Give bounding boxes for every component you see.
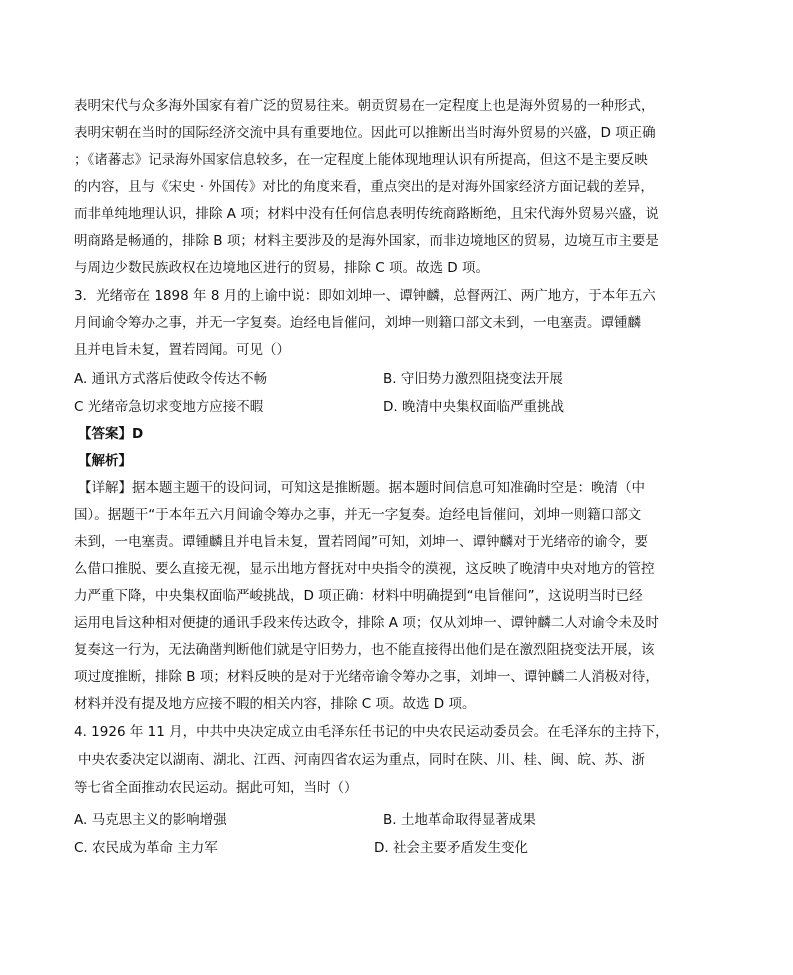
question-4-stem-line: 4. 1926 年 11 月，中共中央决定成立由毛泽东任书记的中央农民运动委员会。在毛泽东的主持下， [74,724,669,740]
continuation-line: 明商路是畅通的，排除 B 项；材料主要涉及的是海外国家，而非边境地区的贸易，边境互市主要是 [74,233,659,249]
question-3-stem-line: 月间谕令筹办之事，并无一字复奏。迨经电旨催问，刘坤一则籍口部文未到，一电塞责。谭锺麟 [74,315,641,331]
question-4-option-d: D. 社会主要矛盾发生变化 [374,840,528,856]
question-3-detail-line: 项过度推断，排除 B 项；材料反映的是对于光绪帝谕令筹办之事，刘坤一、谭钟麟二人消极对待， [74,669,659,685]
question-3-detail-line: 运用电旨这种相对便捷的通讯手段来传达政令，排除 A 项；仅从刘坤一、谭钟麟二人对谕令未及时 [74,615,659,631]
question-4-stem-line: 等七省全面推动农民运动。据此可知，当时（） [74,780,358,796]
question-3-analysis-heading: 【解析】 [78,453,132,469]
question-3-option-b: B. 守旧势力激烈阻挠变法开展 [383,371,563,387]
continuation-line: 与周边少数民族政权在边境地区进行的贸易，排除 C 项。故选 D 项。 [74,260,489,276]
question-3-detail-line: 复奏这一行为，无法确凿判断他们就是守旧势力，也不能直接得出他们是在激烈阻挠变法开展，该 [74,642,655,658]
question-3-stem-line: 3．光绪帝在 1898 年 8 月的上谕中说：即如刘坤一、谭钟麟，总督两江、两广地方，于本年五六 [74,288,656,304]
question-3-stem-line: 且并电旨未复，置若罔闻。可见（） [74,342,290,358]
continuation-line: ；《诸蕃志》记录海外国家信息较多，在一定程度上能体现地理认识有所提高，但这不是主要反映 [74,152,648,168]
question-4-option-a: A. 马克思主义的影响增强 [74,812,227,828]
continuation-line: 的内容，且与《宋史 · 外国传》对比的角度来看，重点突出的是对海外国家经济方面记载的差异， [74,179,654,195]
question-3-option-c: C 光绪帝急切求变地方应接不暇 [74,399,264,415]
continuation-line: 表明宋代与众多海外国家有着广泛的贸易往来。朝贡贸易在一定程度上也是海外贸易的一种形式， [74,98,655,114]
continuation-line: 而非单纯地理认识，排除 A 项；材料中没有任何信息表明传统商路断绝，且宋代海外贸易兴盛，说 [74,206,659,222]
question-4-stem-line: 中央农委决定以湖南、湖北、江西、河南四省农运为重点，同时在陕、川、桂、闽、皖、苏、浙 [78,752,645,768]
question-3-detail-line: 【详解】据本题主题干的设问词，可知这是推断题。据本题时间信息可知准确时空是：晚清（中 [78,480,645,496]
question-3-detail-line: 材料并没有提及地方应接不暇的相关内容，排除 C 项。故选 D 项。 [74,696,476,712]
question-3-detail-line: 么借口推脱、要么直接无视，显示出地方督抚对中央指令的漠视，这反映了晚清中央对地方的管控 [74,561,655,577]
question-3-answer: 【答案】D [78,426,144,442]
question-3-detail-line: 国）。据题干“于本年五六月间谕令筹办之事，并无一字复奏。迨经电旨催问，刘坤一则籍口部文 [74,507,642,523]
question-3-option-a: A. 通讯方式落后使政令传达不畅 [74,371,268,387]
question-3-option-d: D. 晚清中央集权面临严重挑战 [383,399,564,415]
question-3-detail-line: 未到，一电塞责。谭锺麟且并电旨未复，置若罔闻”可知，刘坤一、谭钟麟对于光绪帝的谕令，要 [74,534,648,550]
question-4-option-b: B. 土地革命取得显著成果 [383,812,536,828]
question-3-detail-line: 力严重下降，中央集权面临严峻挑战，D 项正确：材料中明确提到“电旨催问”，这说明当时已经 [74,588,643,604]
continuation-line: 表明宋朝在当时的国际经济交流中具有重要地位。因此可以推断出当时海外贸易的兴盛，D 项正确 [74,125,656,141]
question-4-option-c: C. 农民成为革命 主力军 [74,840,218,856]
